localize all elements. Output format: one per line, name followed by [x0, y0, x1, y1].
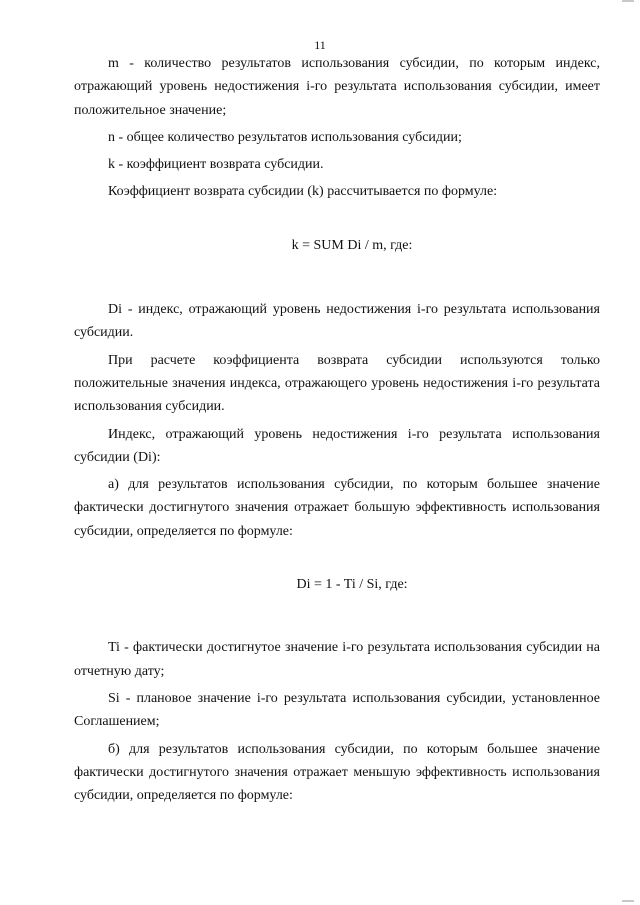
paragraph-si-definition: Si - плановое значение i-го результата использования субсидии, установленное Соглашением;: [74, 690, 600, 730]
formula-di: Di = 1 - Ti / Si, где:: [296, 577, 408, 593]
scan-mark-bottom: [622, 900, 634, 902]
paragraph-positive-values: При расчете коэффициента возврата субсидии используются только положительные значения индекса, отражающего уровень недостижения i-го результата использования субсидии.: [74, 352, 600, 415]
paragraph-ti-definition: Ti - фактически достигнутое значение i-го результата использования субсидии на отчетную дату;: [74, 640, 600, 679]
paragraph-m-definition: m - количество результатов использования субсидии, по которым индекс, отражающий уровень недостижения i-го результата использования субсидии, имеет положительное значение;: [74, 56, 600, 118]
page-content: [74, 52, 600, 811]
paragraph-k-formula-intro: Коэффициент возврата субсидии (k) рассчитывается по формуле:: [108, 184, 498, 200]
formula-k: k = SUM Di / m, где:: [291, 237, 413, 253]
paragraph-case-a: а) для результатов использования субсидии, по которым большее значение фактически достигнутого значения отражает большую эффективность использования субсидии, определяется по формуле:: [74, 477, 600, 539]
paragraph-di-index: Индекс, отражающий уровень недостижения i-го результата использования субсидии (Di):: [74, 426, 600, 465]
paragraph-k-definition: k - коэффициент возврата субсидии.: [108, 157, 324, 173]
paragraph-case-b: б) для результатов использования субсидии, по которым большее значение фактически достигнутого значения отражает меньшую эффективность использования субсидии, определяется по формуле:: [74, 741, 600, 804]
paragraph-n-definition: n - общее количество результатов использования субсидии;: [108, 129, 462, 145]
page-number: 11: [314, 38, 326, 52]
paragraph-di-definition: Di - индекс, отражающий уровень недостижения i-го результата использования субсидии.: [74, 302, 600, 341]
scan-mark-top: [622, 0, 634, 2]
